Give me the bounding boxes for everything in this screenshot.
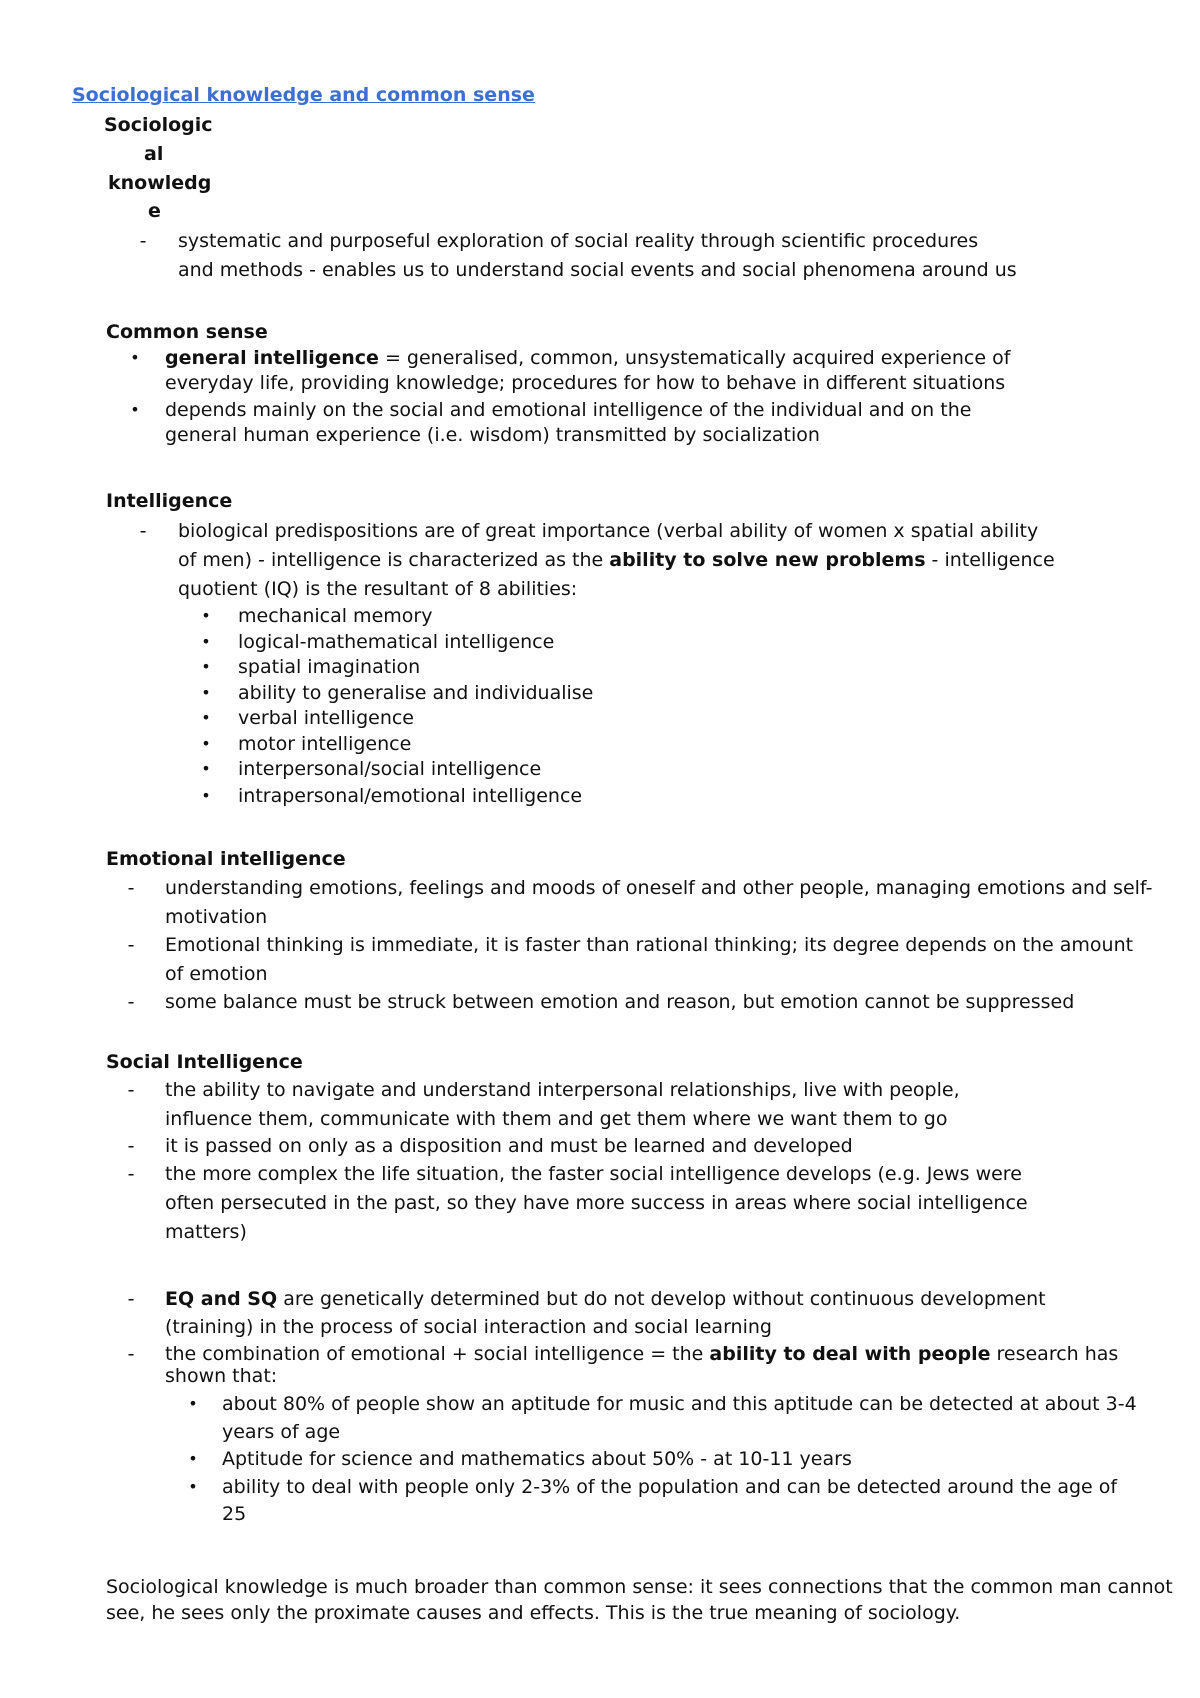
ability-item: motor intelligence — [238, 733, 412, 755]
bold-term: ability to deal with people — [709, 1343, 991, 1365]
emotional-intelligence-text: understanding emotions, feelings and moods of oneself and other people, managing emotions and self- — [165, 877, 1153, 899]
intelligence-text: quotient (IQ) is the resultant of 8 abilities: — [178, 578, 578, 600]
bullet-marker: • — [201, 657, 211, 676]
text-segment: - intelligence — [925, 549, 1055, 571]
intelligence-heading: Intelligence — [106, 490, 233, 512]
ability-item: verbal intelligence — [238, 707, 414, 729]
bullet-marker: • — [201, 632, 211, 651]
document-title: Sociological knowledge and common sense — [72, 84, 535, 106]
sociological-knowledge-heading-line-4: e — [148, 200, 161, 222]
emotional-intelligence-text: Emotional thinking is immediate, it is faster than rational thinking; its degree depends on the amount — [165, 934, 1134, 956]
bullet-marker: • — [188, 1394, 198, 1413]
bullet-marker: • — [130, 348, 140, 367]
conclusion-text: see, he sees only the proximate causes and effects. This is the true meaning of sociology. — [106, 1602, 961, 1624]
dash-marker: - — [127, 1163, 135, 1185]
common-sense-bullet-1 — [165, 345, 1010, 371]
emotional-intelligence-text: motivation — [165, 906, 268, 928]
text-segment: the combination of emotional + social intelligence = the — [165, 1343, 710, 1365]
combination-text — [165, 1341, 1118, 1367]
emotional-intelligence-text: some balance must be struck between emotion and reason, but emotion cannot be suppressed — [165, 991, 1075, 1013]
dash-marker: - — [127, 877, 135, 899]
ability-item: logical-mathematical intelligence — [238, 631, 555, 653]
social-intelligence-heading: Social Intelligence — [106, 1051, 303, 1073]
social-intelligence-text: it is passed on only as a disposition and must be learned and developed — [165, 1135, 853, 1157]
ability-item: intrapersonal/emotional intelligence — [238, 785, 583, 807]
finding-item-cont: 25 — [222, 1503, 247, 1525]
bullet-marker: • — [201, 734, 211, 753]
dash-marker: - — [127, 1343, 135, 1365]
bullet-marker: • — [201, 606, 211, 625]
text-segment: of men) - intelligence is characterized as the — [178, 549, 610, 571]
ability-item: interpersonal/social intelligence — [238, 758, 542, 780]
common-sense-bullet-2: depends mainly on the social and emotional intelligence of the individual and on the — [165, 399, 972, 421]
definition-text: = generalised, common, unsystematically acquired experience of — [378, 347, 1011, 369]
bullet-marker: • — [201, 708, 211, 727]
text-segment: research has — [990, 1343, 1119, 1365]
social-intelligence-text: the more complex the life situation, the faster social intelligence develops (e.g. Jews were — [165, 1163, 1022, 1185]
bullet-marker: • — [201, 683, 211, 702]
bold-term: ability to solve new problems — [609, 549, 926, 571]
finding-item-cont: years of age — [222, 1421, 341, 1443]
social-intelligence-text: influence them, communicate with them and get them where we want them to go — [165, 1108, 948, 1130]
finding-item: about 80% of people show an aptitude for music and this aptitude can be detected at about 3-4 — [222, 1393, 1137, 1415]
bold-term: general intelligence — [165, 347, 379, 369]
bullet-marker: • — [188, 1477, 198, 1496]
bold-term: EQ and SQ — [165, 1288, 278, 1310]
dash-marker: - — [127, 934, 135, 956]
sociological-knowledge-text: systematic and purposeful exploration of social reality through scientific procedures — [178, 230, 979, 252]
dash-marker: - — [139, 520, 147, 542]
text-segment: are genetically determined but do not develop without continuous development — [277, 1288, 1046, 1310]
sociological-knowledge-heading-line-1: Sociologic — [104, 114, 213, 136]
sociological-knowledge-text: and methods - enables us to understand social events and social phenomena around us — [178, 259, 1017, 281]
dash-marker: - — [127, 1079, 135, 1101]
intelligence-text — [178, 547, 1055, 573]
finding-item: Aptitude for science and mathematics about 50% - at 10-11 years — [222, 1448, 852, 1470]
conclusion-text: Sociological knowledge is much broader than common sense: it sees connections that the common man cannot — [106, 1576, 1173, 1598]
social-intelligence-text: often persecuted in the past, so they have more success in areas where social intelligence — [165, 1192, 1028, 1214]
ability-item: ability to generalise and individualise — [238, 682, 594, 704]
emotional-intelligence-text: of emotion — [165, 963, 268, 985]
dash-marker: - — [139, 230, 147, 252]
sociological-knowledge-heading-line-2: al — [144, 143, 164, 165]
emotional-intelligence-heading: Emotional intelligence — [106, 848, 346, 870]
bullet-marker: • — [130, 400, 140, 419]
eq-sq-text — [165, 1286, 1046, 1312]
common-sense-bullet-2-cont: general human experience (i.e. wisdom) transmitted by socialization — [165, 424, 820, 446]
combination-text-cont: shown that: — [165, 1365, 278, 1387]
bullet-marker: • — [188, 1449, 198, 1468]
common-sense-heading: Common sense — [106, 321, 268, 343]
ability-item: mechanical memory — [238, 605, 433, 627]
dash-marker: - — [127, 1135, 135, 1157]
intelligence-text: biological predispositions are of great importance (verbal ability of women x spatial ability — [178, 520, 1039, 542]
sociological-knowledge-heading-line-3: knowledg — [108, 172, 212, 194]
ability-item: spatial imagination — [238, 656, 421, 678]
dash-marker: - — [127, 1288, 135, 1310]
finding-item: ability to deal with people only 2-3% of the population and can be detected around the age of — [222, 1476, 1118, 1498]
dash-marker: - — [127, 991, 135, 1013]
social-intelligence-text: the ability to navigate and understand interpersonal relationships, live with people, — [165, 1079, 960, 1101]
social-intelligence-text: matters) — [165, 1221, 247, 1243]
bullet-marker: • — [201, 759, 211, 778]
common-sense-bullet-1-cont: everyday life, providing knowledge; procedures for how to behave in different situations — [165, 372, 1006, 394]
eq-sq-text-cont: (training) in the process of social interaction and social learning — [165, 1316, 772, 1338]
bullet-marker: • — [201, 786, 211, 805]
